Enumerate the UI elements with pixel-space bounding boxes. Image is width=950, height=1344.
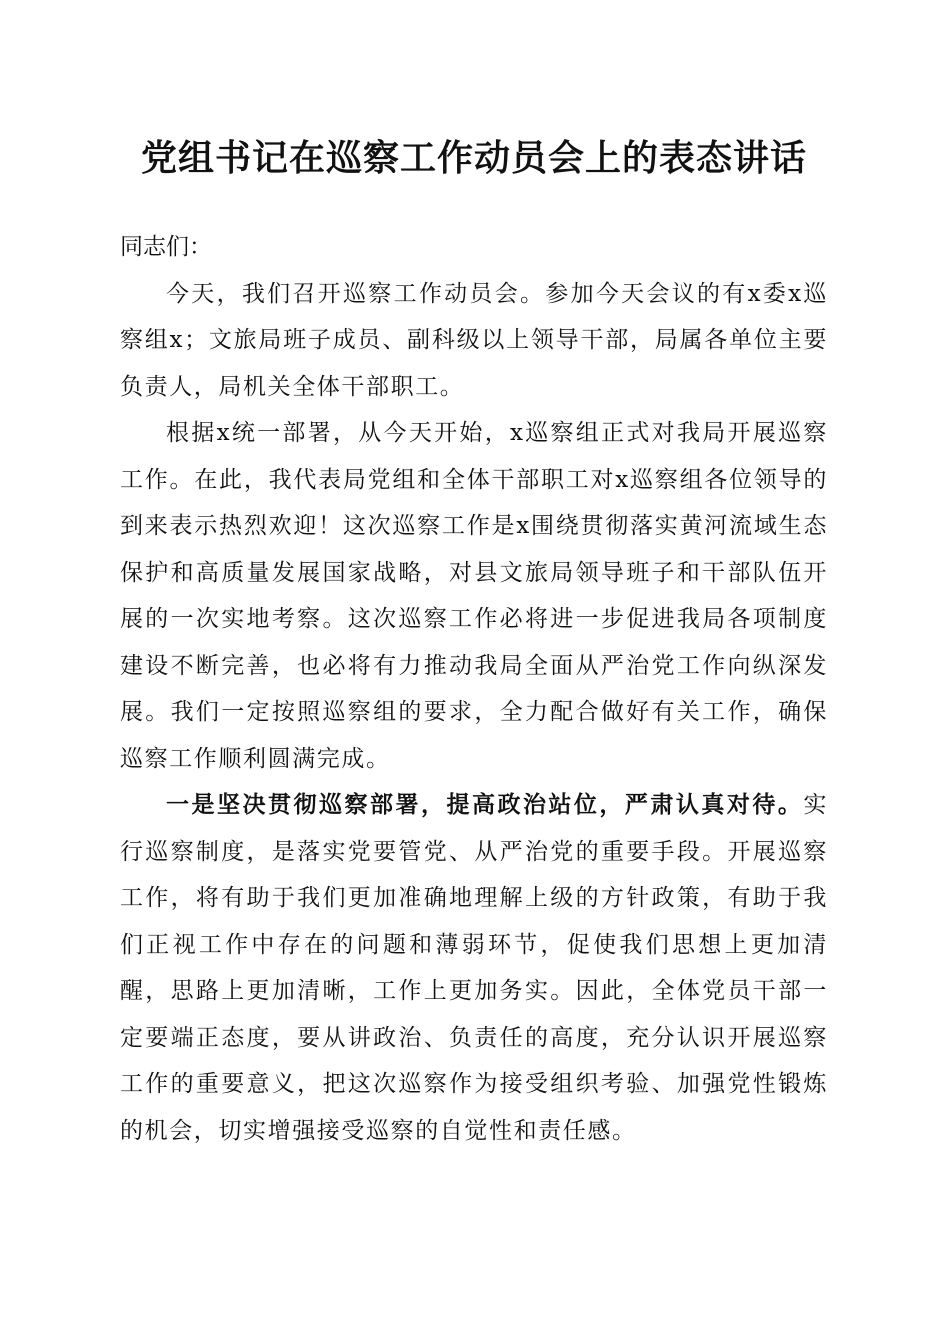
document-title: 党组书记在巡察工作动员会上的表态讲话: [140, 137, 807, 179]
point-one-body: 实行巡察制度，是落实党要管党、从严治党的重要手段。开展巡察工作，将有助于我们更加准确地理解上级的方针政策，有助于我们正视工作中存在的问题和薄弱环节，促使我们思想上更加清醒，思路上更加清晰，工作上更加务实。因此，全体党员干部一定要端正态度，要从讲政治、负责任的高度，充分认识开展巡察工作的重要意义，把这次巡察作为接受组织考验、加强党性锻炼的机会，切实增强接受巡察的自觉性和责任感。: [120, 792, 828, 1144]
paragraph-deployment: 根据x统一部署，从今天开始，x巡察组正式对我局开展巡察工作。在此，我代表局党组和全体干部职工对x巡察组各位领导的到来表示热烈欢迎！这次巡察工作是x围绕贯彻落实黄河流域生态保护和高质量发展国家战略，对县文旅局领导班子和干部队伍开展的一次实地考察。这次巡察工作必将进一步促进我局各项制度建设不断完善，也必将有力推动我局全面从严治党工作向纵深发展。我们一定按照巡察组的要求，全力配合做好有关工作，确保巡察工作顺利圆满完成。: [120, 420, 828, 772]
paragraph-point-one: [120, 782, 828, 1154]
salutation: 同志们：: [120, 234, 212, 260]
point-one-heading: 一是坚决贯彻巡察部署，提高政治站位，严肃认真对待。: [166, 791, 804, 818]
paragraph-opening: 今天，我们召开巡察工作动员会。参加今天会议的有x委x巡察组x；文旅局班子成员、副科级以上领导干部，局属各单位主要负责人，局机关全体干部职工。: [120, 280, 828, 400]
